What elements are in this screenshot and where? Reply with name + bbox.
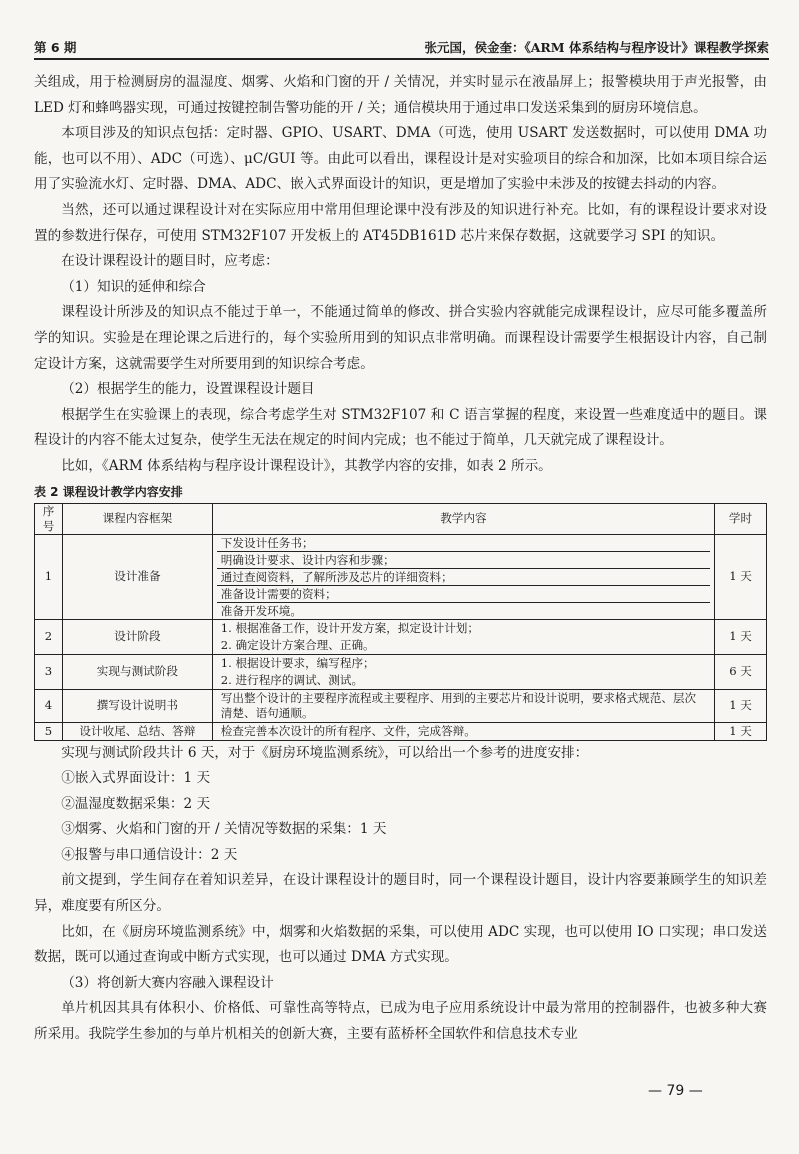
class-hours: 1 天 <box>715 619 767 654</box>
content-frame: 设计收尾、总结、答辩 <box>62 722 212 740</box>
row-number: 2 <box>35 619 63 654</box>
row-number: 5 <box>35 722 63 740</box>
content-line: 1. 根据设计要求，编写程序； <box>220 655 375 670</box>
content-frame: 设计准备 <box>62 534 212 619</box>
row-number: 3 <box>35 654 63 689</box>
content-line: 写出整个设计的主要程序流程或主要程序、用到的主要芯片和设计说明，要求格式规范、层次清楚、语句通顺。 <box>220 690 697 720</box>
teaching-content <box>212 689 714 722</box>
teaching-content <box>212 722 714 740</box>
paragraph: 关组成，用于检测厨房的温湿度、烟雾、火焰和门窗的开 / 关情况，并实时显示在液晶屏上；报警模块用于声光报警，由 LED 灯和蜂鸣器实现，可通过按键控制告警功能的开 / 关；通信模块用于通过串口发送采集到的厨房环境信息。 <box>34 74 767 116</box>
content-line: 下发设计任务书； <box>217 535 710 552</box>
subsection-heading: （3）将创新大赛内容融入课程设计 <box>61 974 274 991</box>
content-line: 1. 根据准备工作，设计开发方案，拟定设计计划； <box>220 620 479 635</box>
paragraph: 本项目涉及的知识点包括：定时器、GPIO、USART、DMA（可选，使用 USART 发送数据时，可以使用 DMA 功能，也可以不用）、ADC（可选）、μC/GUI 等。由此可以看出，课程设计是对实验项目的综合和加深，比如本项目综合运用了实验流水灯、定时器、DMA、ADC、嵌入式界面设计的知识，更是增加了实验中未涉及的按键去抖动的内容。 <box>34 125 767 193</box>
content-line: 通过查阅资料，了解所涉及芯片的详细资料； <box>217 569 710 586</box>
row-number: 4 <box>35 689 63 722</box>
issue-number: 第 6 期 <box>34 40 77 55</box>
subsection-heading: （1）知识的延伸和综合 <box>61 278 206 295</box>
paragraph: 根据学生在实验课上的表现，综合考虑学生对 STM32F107 和 C 语言掌握的程度，来设置一些难度适中的题目。课程设计的内容不能太过复杂，使学生无法在规定的时间内完成；也不能过于简单，几天就完成了课程设计。 <box>34 406 767 449</box>
schedule-item: ①嵌入式界面设计：1 天 <box>61 770 211 787</box>
class-hours: 1 天 <box>715 534 767 619</box>
schedule-item: ②温湿度数据采集：2 天 <box>61 795 211 812</box>
running-header <box>34 36 769 60</box>
column-header: 课程内容框架 <box>62 503 212 534</box>
paragraph: 单片机因其具有体积小、价格低、可靠性高等特点，已成为电子应用系统设计中最为常用的控制器件，也被多种大赛所采用。我院学生参加的与单片机相关的创新大赛，主要有蓝桥杯全国软件和信息技术专业 <box>34 1000 767 1043</box>
column-header: 学时 <box>715 503 767 534</box>
teaching-content <box>212 534 714 619</box>
paragraph: 前文提到，学生间存在着知识差异，在设计课程设计的题目时，同一个课程设计题目，设计内容要兼顾学生的知识差异，难度要有所区分。 <box>34 872 767 915</box>
class-hours: 1 天 <box>715 689 767 722</box>
table-row <box>35 654 767 689</box>
content-line: 2. 进行程序的调试、测试。 <box>220 672 364 687</box>
content-line: 准备设计需要的资料； <box>217 586 710 603</box>
content-frame: 实现与测试阶段 <box>62 654 212 689</box>
content-line: 检查完善本次设计的所有程序、文件，完成答辩。 <box>220 723 476 738</box>
paragraph: 比如，《ARM 体系结构与程序设计课程设计》，其教学内容的安排，如表 2 所示。 <box>61 457 552 474</box>
running-title: 张元国，侯金奎：《ARM 体系结构与程序设计》课程教学探索 <box>424 40 769 55</box>
content-line: 准备开发环境。 <box>220 603 302 618</box>
table-header-row <box>35 503 767 534</box>
table-caption: 表 2 课程设计教学内容安排 <box>34 484 183 499</box>
column-header: 教学内容 <box>212 503 714 534</box>
paragraph: 比如，在《厨房环境监测系统》中，烟雾和火焰数据的采集，可以使用 ADC 实现，也可以使用 IO 口实现；串口发送数据，既可以通过查询或中断方式实现，也可以通过 DMA 方式实现。 <box>34 923 767 966</box>
content-line: 2. 确定设计方案合理、正确。 <box>220 637 375 652</box>
paragraph: 实现与测试阶段共计 6 天，对于《厨房环境监测系统》，可以给出一个参考的进度安排： <box>61 744 589 761</box>
row-number: 1 <box>35 534 63 619</box>
class-hours: 6 天 <box>715 654 767 689</box>
column-header: 序号 <box>35 503 63 534</box>
content-frame: 撰写设计说明书 <box>62 689 212 722</box>
table-row <box>35 689 767 722</box>
table-row <box>35 534 767 619</box>
teaching-content <box>212 654 714 689</box>
class-hours: 1 天 <box>715 722 767 740</box>
paragraph: 在设计课程设计的题目时，应考虑： <box>61 253 279 270</box>
table-row <box>35 722 767 740</box>
paragraph: 课程设计所涉及的知识点不能过于单一，不能通过简单的修改、拼合实验内容就能完成课程设计，应尽可能多覆盖所学的知识。实验是在理论课之后进行的，每个实验所用到的知识点非常明确。而课程设计需要学生根据设计内容，自己制定设计方案，这就需要学生对所要用到的知识综合考虑。 <box>34 304 767 372</box>
course-schedule-table <box>34 503 767 741</box>
teaching-content <box>212 619 714 654</box>
table-row <box>35 619 767 654</box>
paragraph: 当然，还可以通过课程设计对在实际应用中常用但理论课中没有涉及的知识进行补充。比如，有的课程设计要求对设置的参数进行保存，可使用 STM32F107 开发板上的 AT45DB161D 芯片来保存数据，这就要学习 SPI 的知识。 <box>34 201 767 244</box>
content-line: 明确设计要求、设计内容和步骤； <box>217 552 710 569</box>
content-frame: 设计阶段 <box>62 619 212 654</box>
schedule-item: ④报警与串口通信设计：2 天 <box>61 846 238 863</box>
subsection-heading: （2）根据学生的能力，设置课程设计题目 <box>61 381 315 398</box>
schedule-item: ③烟雾、火焰和门窗的开 / 关情况等数据的采集：1 天 <box>61 821 387 838</box>
page-number: — 79 — <box>648 1083 703 1099</box>
article-body <box>34 70 767 1048</box>
